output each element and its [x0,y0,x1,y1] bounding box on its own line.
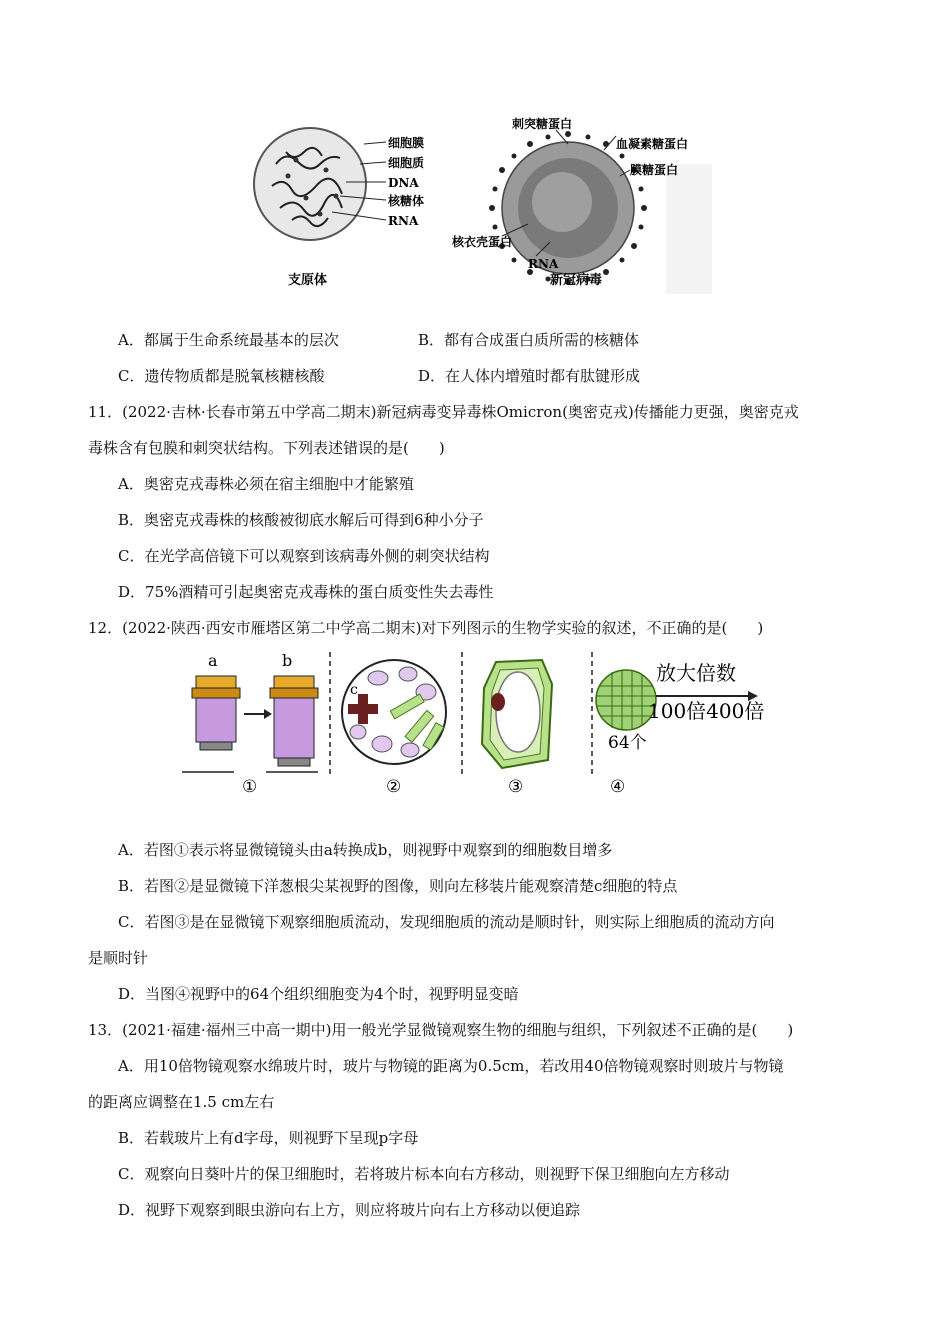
virus-label-rna: RNA [528,257,559,271]
coronavirus-illustration [451,116,688,288]
q11-option-c: C．在光学高倍镜下可以观察到该病毒外侧的刺突状结构 [118,547,490,565]
q12-option-b: B．若图②是显微镜下洋葱根尖某视野的图像，则向左移装片能观察清楚c细胞的特点 [118,877,678,895]
q10-option-a: A．都属于生命系统最基本的层次 [118,331,339,349]
mycoplasma-label-dna: DNA [388,176,419,190]
virus-label-membrane: 膜糖蛋白 [630,163,679,177]
magnify-label: 放大倍数 [656,661,736,685]
label-b: b [282,651,293,670]
mycoplasma-label-ribosome: 核糖体 [388,194,425,208]
magnify-values: 100倍400倍 [648,699,765,723]
mycoplasma-label-membrane: 细胞膜 [388,136,425,150]
q13-stem: 13．(2021·福建·福州三中高一期中)用一般光学显微镜观察生物的细胞与组织，下列叙述不正确的是( ) [88,1021,794,1039]
q11-option-b: B．奥密克戎毒株的核酸被彻底水解后可得到6种小分子 [118,511,484,529]
mycoplasma-label-cytoplasm: 细胞质 [388,156,425,170]
panel3-plant-cell [482,660,552,797]
q12-option-a: A．若图①表示将显微镜镜头由a转换成b，则视野中观察到的细胞数目增多 [118,841,613,859]
q12-option-c-line2: 是顺时针 [88,949,149,967]
panel2-root-tip-field [342,660,446,797]
figure-mycoplasma-coronavirus [236,104,716,300]
mycoplasma-illustration [254,128,424,288]
q12-option-d: D．当图④视野中的64个组织细胞变为4个时，视野明显变暗 [118,985,519,1003]
q10-option-c: C．遗传物质都是脱氧核糖核酸 [118,367,325,385]
mycoplasma-caption: 支原体 [288,273,328,288]
q11-stem-line1: 11．(2022·吉林·长春市第五中学高二期末)新冠病毒变异毒株Omicron(奥密克戎)传播能力更强，奥密克戎 [88,403,799,421]
q11-stem-line2: 毒株含有包膜和刺突状结构。下列表述错误的是( ) [88,439,445,457]
q13-option-d: D．视野下观察到眼虫游向右上方，则应将玻片向右上方移动以便追踪 [118,1201,581,1219]
panel-number-4: ④ [610,777,626,797]
panel-number-2: ② [386,777,402,797]
virus-label-nucleocapsid: 核衣壳蛋白 [452,235,513,249]
q12-stem: 12．(2022·陕西·西安市雁塔区第二中学高二期末)对下列图示的生物学实验的叙述，不正确的是( ) [88,619,764,637]
panel-number-3: ③ [508,777,524,797]
virus-label-spike: 刺突糖蛋白 [512,117,573,131]
q13-option-b: B．若载玻片上有d字母，则视野下呈现p字母 [118,1129,419,1147]
virus-caption: 新冠病毒 [550,273,603,288]
q12-option-c-line1: C．若图③是在显微镜下观察细胞质流动，发现细胞质的流动是顺时针，则实际上细胞质的流动方向 [118,913,775,931]
panel-number-1: ① [242,777,258,797]
q13-option-a-line2: 的距离应调整在1.5 cm左右 [88,1093,275,1111]
panel4-tissue-field [596,661,764,797]
count-label: 64个 [608,733,647,753]
virus-label-hemagglutinin: 血凝素糖蛋白 [616,137,689,151]
label-c: c [350,682,358,698]
figure-microscope-experiments [182,648,778,804]
q11-option-a: A．奥密克戎毒株必须在宿主细胞中才能繁殖 [118,475,414,493]
label-a: a [208,651,218,670]
q10-option-d: D．在人体内增殖时都有肽键形成 [418,367,641,385]
q10-option-b: B．都有合成蛋白质所需的核糖体 [418,331,640,349]
q13-option-c: C．观察向日葵叶片的保卫细胞时，若将玻片标本向右方移动，则视野下保卫细胞向左方移动 [118,1165,730,1183]
q13-option-a-line1: A．用10倍物镜观察水绵玻片时，玻片与物镜的距离为0.5cm，若改用40倍物镜观察时则玻片与物镜 [118,1057,784,1075]
mycoplasma-label-rna: RNA [388,214,419,228]
q11-option-d: D．75%酒精可引起奥密克戎毒株的蛋白质变性失去毒性 [118,583,494,601]
panel1-objectives [182,651,318,797]
